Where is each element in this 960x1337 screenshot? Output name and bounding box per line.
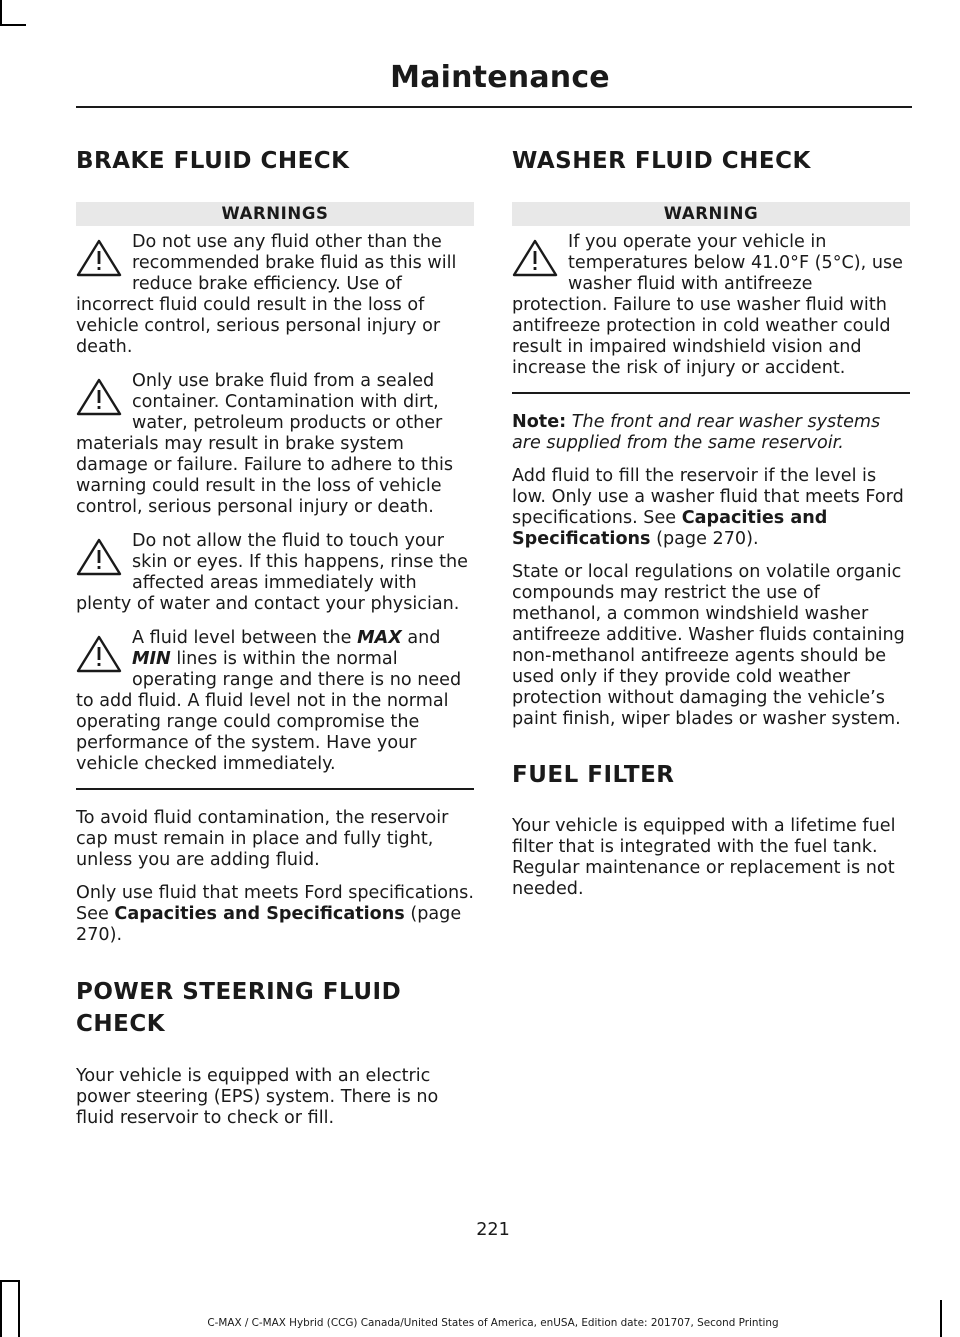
fuel-filter-heading: FUEL FILTER: [512, 761, 675, 788]
max-label: MAX: [357, 628, 402, 648]
page-reference: (page 270).: [76, 903, 462, 945]
section-rule: [76, 788, 474, 790]
header-rule: [76, 106, 912, 108]
brake-warning-4-text-b: and: [401, 628, 441, 648]
section-rule: [512, 392, 910, 394]
washer-note: [512, 412, 910, 454]
brake-warning-3: [76, 531, 474, 615]
brake-warning-2-text: Only use brake fluid from a sealed container. Contamination with dirt, water, petroleum products or other materials may result in brake system damage or failure. Failure to adhere to this warning could result in the loss of vehicle control, serious personal injury or death.: [76, 371, 454, 517]
washer-fluid-heading: WASHER FLUID CHECK: [512, 148, 811, 174]
page-reference: (page 270).: [650, 528, 759, 549]
brake-fluid-heading: BRAKE FLUID CHECK: [76, 148, 350, 174]
crop-mark-icon: [0, 0, 2, 26]
note-label: Note:: [512, 411, 567, 432]
footer-edition: C-MAX / C-MAX Hybrid (CCG) Canada/United States of America, enUSA, Edition date: 201707, Second Printing: [207, 1317, 779, 1329]
warning-triangle-icon: [76, 377, 124, 423]
brake-warning-1: [76, 232, 474, 358]
crop-mark-icon: [0, 1280, 20, 1282]
brake-warning-2: [76, 371, 474, 518]
brake-warning-4: [76, 628, 474, 775]
brake-warning-3-text: Do not allow the fluid to touch your skin or eyes. If this happens, rinse the affected areas immediately with plenty of water and contact your physician.: [76, 531, 468, 614]
warning-triangle-icon: [76, 634, 124, 680]
left-column: [76, 146, 474, 1141]
note-text: The front and rear washer systems are supplied from the same reservoir.: [512, 411, 881, 453]
washer-paragraph-1: [512, 466, 910, 550]
right-column: [512, 146, 910, 912]
brake-warning-1-text: Do not use any fluid other than the recommended brake fluid as this will reduce brake efficiency. Use of incorrect fluid could result in the loss of vehicle control, serious personal injury or death.: [76, 232, 457, 357]
brake-warning-4-text-c: lines is within the normal operating range and there is no need to add fluid. A fluid level not in the normal operating range could compromise the performance of the system. Have your vehicle checked immediately.: [76, 649, 462, 774]
washer-warning-text: If you operate your vehicle in temperatures below 41.0°F (5°C), use washer fluid with antifreeze protection. Failure to use washer fluid with antifreeze protection in cold weather could result in impaired windshield vision and increase the risk of injury or accident.: [512, 232, 903, 378]
capacities-link[interactable]: Capacities and Specifications: [512, 507, 828, 549]
power-steering-heading: POWER STEERING FLUID CHECK: [76, 978, 402, 1037]
washer-warning: [512, 232, 910, 379]
warning-triangle-icon: [512, 238, 560, 284]
fuel-paragraph-1: Your vehicle is equipped with a lifetime fuel filter that is integrated with the fuel tank. Regular maintenance or replacement is not needed.: [512, 815, 896, 899]
steering-paragraph-1: Your vehicle is equipped with an electric power steering (EPS) system. There is no fluid reservoir to check or fill.: [76, 1065, 439, 1128]
crop-mark-icon: [0, 24, 26, 26]
brake-paragraph-2-text: Only use fluid that meets Ford specifications. See: [76, 882, 474, 924]
warnings-banner: WARNINGS: [76, 202, 474, 226]
min-label: MIN: [132, 649, 171, 669]
brake-paragraph-2: [76, 883, 474, 946]
warning-triangle-icon: [76, 238, 124, 284]
capacities-link[interactable]: Capacities and Specifications: [114, 903, 405, 924]
washer-paragraph-1-text: Add fluid to fill the reservoir if the level is low. Only use a washer fluid that meets Ford specifications. See: [512, 465, 904, 528]
page-number: 221: [476, 1220, 510, 1240]
page-header-title: Maintenance: [390, 60, 610, 95]
brake-paragraph-1: To avoid fluid contamination, the reservoir cap must remain in place and fully tight, unless you are adding fluid.: [76, 807, 449, 870]
warning-banner: WARNING: [512, 202, 910, 226]
warning-triangle-icon: [76, 537, 124, 583]
brake-warning-4-text-a: A fluid level between the: [132, 628, 358, 648]
washer-paragraph-2: State or local regulations on volatile organic compounds may restrict the use of methanol, a common windshield washer antifreeze additive. Washer fluids containing non-methanol antifreeze agents should be used only if they provide cold weather protection without damaging the vehicle’s paint finish, wiper blades or washer system.: [512, 561, 905, 729]
